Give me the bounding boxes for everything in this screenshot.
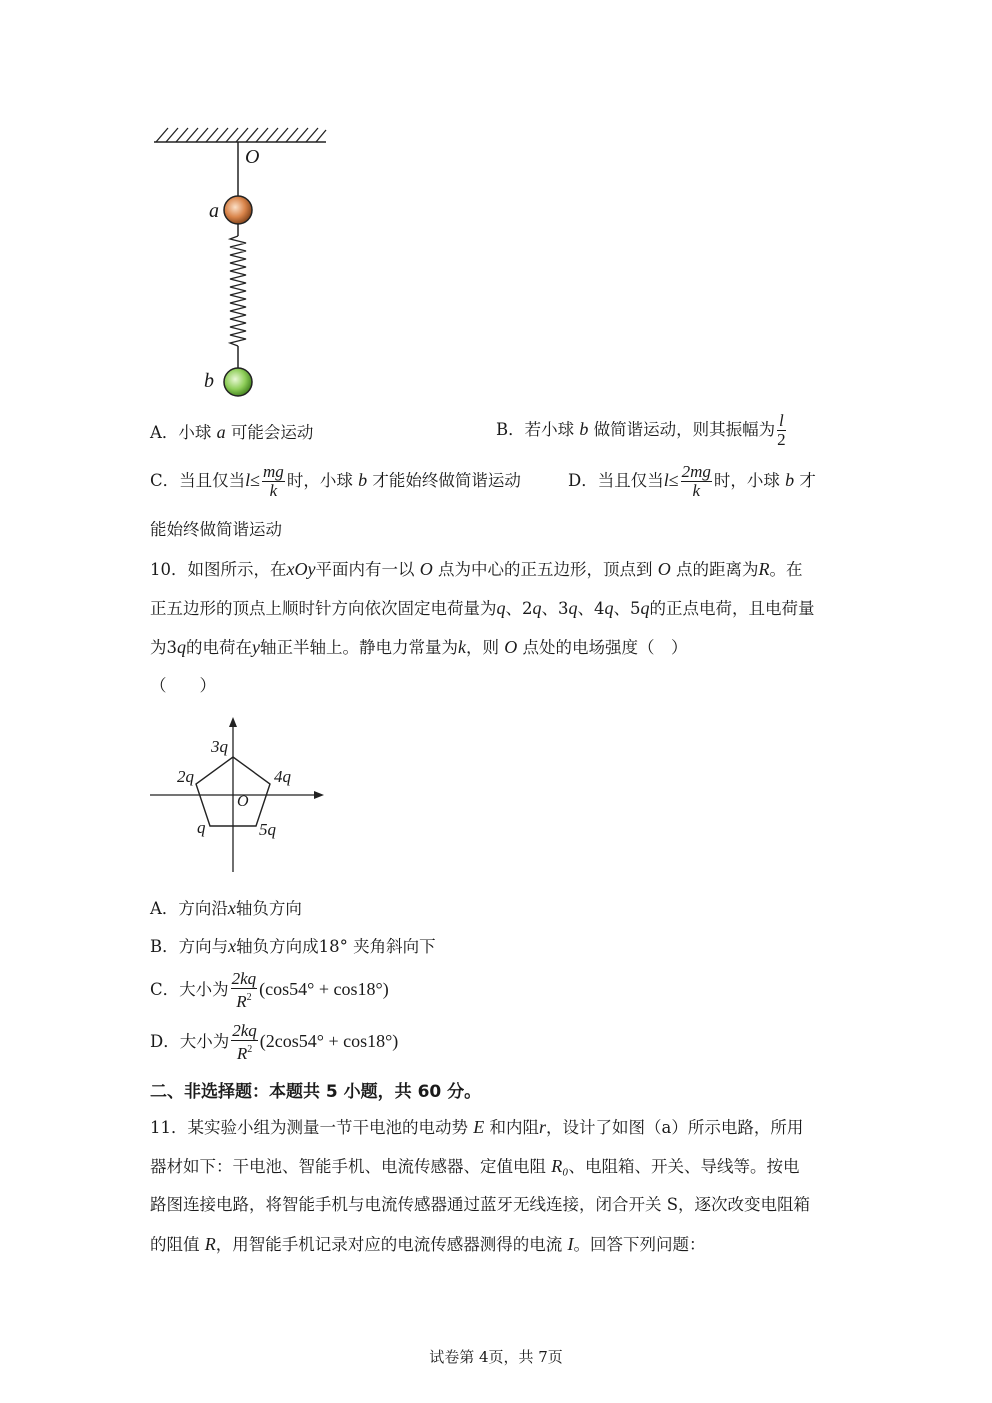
q10-option-a: A．方向沿x轴负方向 — [150, 898, 302, 918]
q11-line-2: 器材如下：干电池、智能手机、电流传感器、定值电阻 R₀、电阻箱、开关、导线等。按电 — [150, 1156, 800, 1176]
page-footer: 试卷第 4页，共 7页 — [429, 1348, 563, 1366]
q11-line-1: 11．某实验小组为测量一节干电池的电动势 E 和内阻r，设计了如图（a）所示电路，所用 — [150, 1117, 804, 1137]
q10-option-b: B．方向与x轴负方向成18° 夹角斜向下 — [150, 936, 436, 956]
charge-label-q: q — [197, 818, 206, 837]
q10-answer-blank: （ ） — [150, 676, 216, 695]
q10-option-c: C．大小为 $\frac{2kq}{R^2}$ (cos54° + cos18°) — [150, 969, 389, 1011]
pentagon-charge-figure — [148, 712, 328, 877]
label-b: b — [204, 370, 214, 392]
label-a: a — [209, 200, 219, 222]
origin-label-O: O — [237, 793, 249, 810]
fraction-2kq-over-R2: $\frac{2kq}{R^2}$ — [232, 1021, 257, 1063]
fraction-2mg-over-k: $\frac{2mg}{k}$ — [681, 462, 711, 500]
ball-a — [224, 196, 252, 224]
charge-label-3q: 3q — [211, 737, 228, 756]
charge-label-4q: 4q — [274, 767, 291, 786]
q9-option-a: A．小球 a 可能会运动 — [150, 422, 314, 442]
fraction-2kq-over-R2: $\frac{2kq}{R^2}$ — [231, 969, 257, 1011]
q9-option-d-continuation: 能始终做简谐运动 — [150, 520, 282, 539]
q11-line-4: 的阻值 R，用智能手机记录对应的电流传感器测得的电流 I。回答下列问题： — [150, 1234, 706, 1254]
q9-option-d: D．当且仅当l≤ $\frac{2mg}{k}$ 时，小球 b 才 — [568, 462, 816, 500]
fraction-l-over-2: $\frac{l}{2}$ — [777, 411, 786, 449]
q10-line-2: 正五边形的顶点上顺时针方向依次固定电荷量为q、2q、3q、4q、5q的正点电荷，且电荷量 — [150, 598, 815, 618]
charge-label-2q: 2q — [177, 767, 194, 786]
spring-pendulum-figure — [140, 118, 340, 408]
charge-label-5q: 5q — [259, 820, 276, 839]
q9-option-b: B．若小球 b 做简谐运动，则其振幅为 $\frac{l}{2}$ — [496, 411, 786, 449]
q9-option-c: C．当且仅当l≤ $\frac{mg}{k}$ 时，小球 b 才能始终做简谐运动 — [150, 462, 521, 500]
spring-diagram — [140, 118, 340, 408]
q10-line-1: 10．如图所示，在xOy平面内有一以 O 点为中心的正五边形，顶点到 O 点的距离为R。在 — [150, 559, 803, 579]
section-2-heading: 二、非选择题：本题共 5 小题，共 60 分。 — [150, 1082, 482, 1102]
ball-b — [224, 368, 252, 396]
q10-line-3: 为3q的电荷在y轴正半轴上。静电力常量为k，则 O 点处的电场强度（ ） — [150, 637, 688, 657]
q10-option-d: D．大小为 $\frac{2kq}{R^2}$ (2cos54° + cos18°) — [150, 1021, 399, 1063]
q11-line-3: 路图连接电路，将智能手机与电流传感器通过蓝牙无线连接，闭合开关 S，逐次改变电阻箱 — [150, 1195, 811, 1214]
spring — [230, 236, 246, 346]
fraction-mg-over-k: $\frac{mg}{k}$ — [263, 462, 284, 500]
label-O: O — [245, 146, 260, 168]
